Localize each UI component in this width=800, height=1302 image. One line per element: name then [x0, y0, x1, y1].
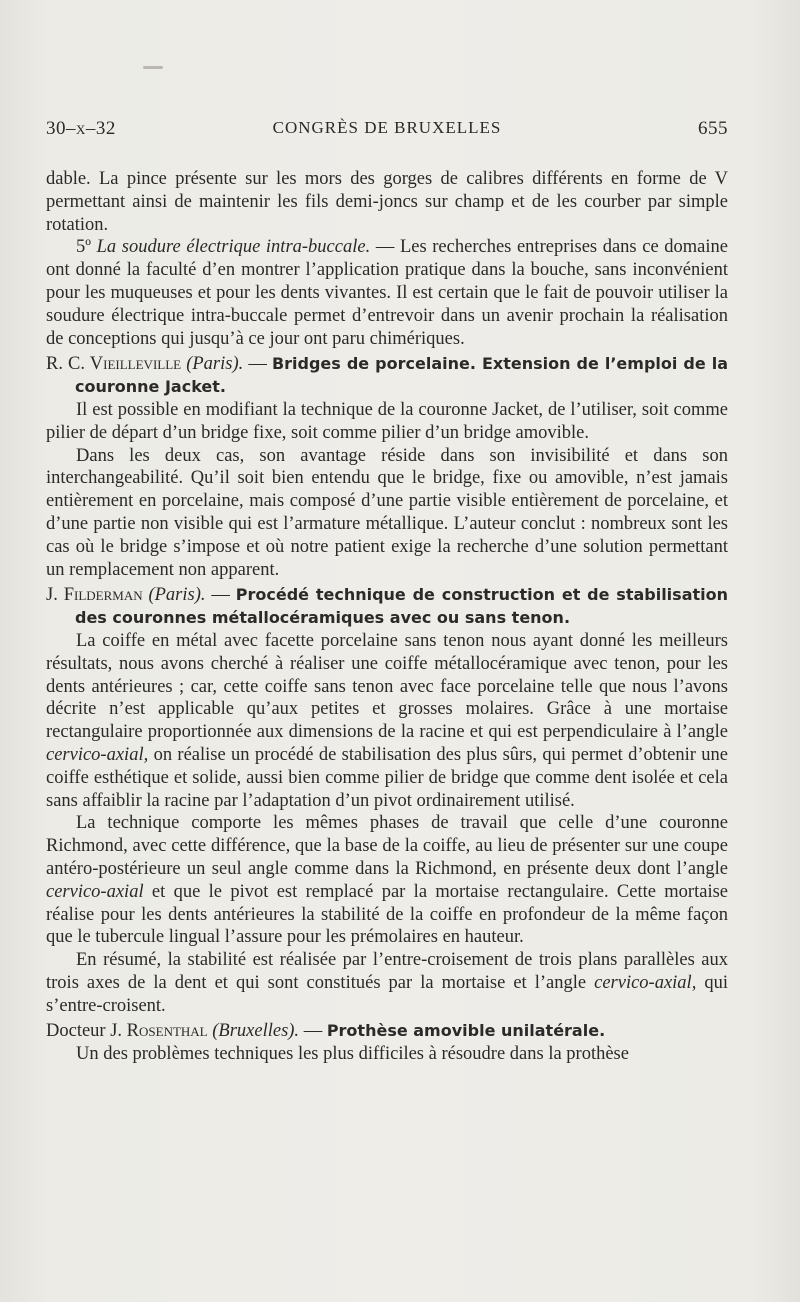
- entry-title: Bridges de porcelaine. Extension de l’emploi de la couronne Jacket.: [75, 354, 729, 397]
- entry-city: (Bruxelles).: [212, 1021, 300, 1042]
- running-header: [46, 118, 728, 148]
- ink-smudge: [143, 66, 163, 69]
- paragraph-5: [46, 236, 728, 350]
- paragraph: Un des problèmes techniques les plus difficiles à résoudre dans la prothèse: [76, 1044, 629, 1065]
- page-body: [46, 168, 728, 1066]
- entry-author: R. C. Vieilleville: [46, 354, 182, 375]
- entry-title: Prothèse amovible unilatérale.: [326, 1021, 606, 1041]
- entry-title: Procédé technique de construction et de stabilisation des couronnes métallocéramiques avec ou sans tenon.: [75, 585, 729, 628]
- header-date: 30–x–32: [46, 118, 116, 139]
- paragraph: La technique comporte les mêmes phases de travail que celle d’une couronne Richmond, avec cette différence, que la base de la coiffe, au lieu de présenter sur une coupe antéro-postérieure un seul angle comme dans la Richmond, en présente deux dont l’angle cervico-axial et que le pivot est remplacé par la mortaise rectangulaire. Cette mortaise réalise pour les dents antérieures la stabilité de la coiffe en profondeur de la même façon que le tubercule lingual l’assure pour les prémolaires en hauteur.: [46, 813, 728, 948]
- paragraph: La coiffe en métal avec facette porcelaine sans tenon nous ayant donné les meilleurs résultats, nous avons cherché à réaliser une coiffe métallocéramique avec tenon, pour les dents antérieures ; car, cette coiffe sans tenon avec face porcelaine telle que nous l’avons décrite n’est applicable qu’aux petites et grosses molaires. Grâce à une mortaise rectangulaire proportionnée aux dimensions de la racine et qui est perpendiculaire à l’angle cervico-axial, on réalise un procédé de stabilisation des plus sûrs, qui permet d’obtenir une coiffe esthétique et solide, aussi bien comme pilier de bridge que comme dent isolée et cela sans affaiblir la racine par l’adaptation d’un pivot ordinairement utilisé.: [46, 630, 728, 811]
- header-title: CONGRÈS DE BRUXELLES: [272, 118, 502, 137]
- item-text: — Les recherches entreprises dans ce domaine ont donné la faculté d’en montrer l’application pratique dans la bouche, sans inconvénient pour les muqueuses et pour les dents vivantes. Il est certain que le fait de pouvoir utiliser la soudure électrique intra-buccale permet d’entrevoir dans un avenir prochain la réalisation de conceptions qui jusqu’à ce jour ont paru chimériques.: [46, 237, 728, 349]
- paragraph: En résumé, la stabilité est réalisée par l’entre-croisement de trois plans parallèles aux trois axes de la dent et qui sont constitués par la mortaise et l’angle cervico-axial, qui s’entre-croisent.: [46, 950, 729, 1016]
- item-title: La soudure électrique intra-buccale.: [96, 237, 371, 258]
- entry-author: J. Filderman: [46, 585, 143, 606]
- paragraph: Dans les deux cas, son avantage réside dans son invisibilité et dans son interchangeabilité. Qu’il soit bien entendu que le bridge, fixe ou amovible, n’est jamais entièrement en porcelaine, mais composé d’une partie visible entièrement de porcelaine, et d’une partie non visible qui est l’armature métallique. L’auteur conclut : nombreux sont les cas où le bridge s’impose et où notre patient exige la recherche d’une solution permettant un remplacement non apparent.: [46, 445, 728, 580]
- entry-filderman: J. Filderman (Paris). — Procédé technique de construction et de stabilisation des couronnes métallocéramiques avec ou sans tenon.: [46, 585, 729, 628]
- paragraph-continued: dable. La pince présente sur les mors des gorges de calibres différents en forme de V permettant ainsi de maintenir les fils demi-joncs sur champ et de les courber par simple rotation.: [46, 169, 728, 235]
- item-number: 5º: [76, 237, 91, 258]
- entry-vieilleville: R. C. Vieilleville (Paris). — Bridges de porcelaine. Extension de l’emploi de la couronne Jacket.: [46, 354, 729, 397]
- entry-rosenthal: Docteur J. Rosenthal (Bruxelles). — Prothèse amovible unilatérale.: [46, 1021, 606, 1042]
- page-number: 655: [698, 118, 728, 139]
- paragraph: Il est possible en modifiant la technique de la couronne Jacket, de l’utiliser, soit comme pilier de départ d’un bridge fixe, soit comme pilier d’un bridge amovible.: [46, 399, 728, 443]
- entry-city: (Paris).: [186, 354, 244, 375]
- entry-city: (Paris).: [148, 585, 206, 606]
- entry-author: Docteur J. Rosenthal: [46, 1021, 208, 1042]
